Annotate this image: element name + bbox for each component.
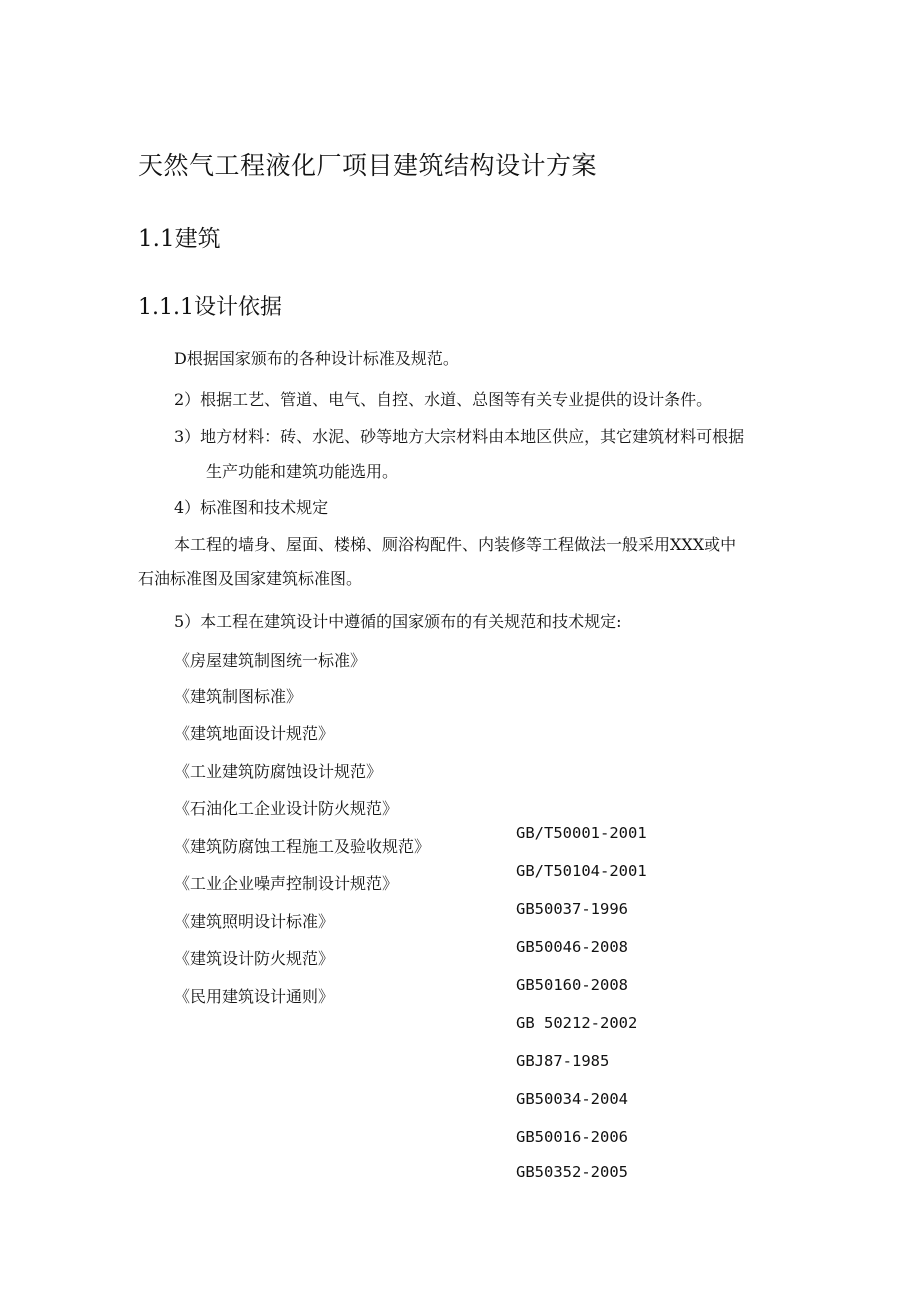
standard-code: GB50352-2005 (516, 1163, 628, 1181)
standard-name: 《石油化工企业设计防火规范》 (174, 799, 399, 818)
standard-code: GB50046-2008 (516, 938, 628, 956)
standard-name: 《民用建筑设计通则》 (174, 987, 335, 1006)
standard-code: GB50016-2006 (516, 1128, 628, 1146)
standard-code: GB/T50104-2001 (516, 862, 647, 880)
paragraph-1: D根据国家颁布的各种设计标准及规范。 (174, 349, 459, 368)
standard-code: GB50160-2008 (516, 976, 628, 994)
paragraph-2: 2）根据工艺、管道、电气、自控、水道、总图等有关专业提供的设计条件。 (174, 390, 713, 409)
clipped-code-line (510, 1162, 650, 1181)
paragraph-5-line-2: 石油标准图及国家建筑标准图。 (138, 569, 363, 588)
section-heading: 1.1建筑 (138, 226, 221, 252)
standard-code: GB50037-1996 (516, 900, 628, 918)
standard-name: 《工业企业噪声控制设计规范》 (174, 874, 399, 893)
standard-code: GB 50212-2002 (516, 1014, 638, 1032)
subsection-heading: 1.1.1设计依据 (138, 295, 282, 320)
paragraph-4: 4）标准图和技术规定 (174, 498, 329, 517)
standard-name: 《建筑照明设计标准》 (174, 912, 335, 931)
standard-code: GB/T50001-2001 (516, 824, 647, 842)
standard-name: 《房屋建筑制图统一标准》 (174, 651, 367, 670)
paragraph-3-line-2: 生产功能和建筑功能选用。 (206, 462, 399, 481)
standard-code: GB50034-2004 (516, 1090, 628, 1108)
standard-name: 《建筑设计防火规范》 (174, 949, 335, 968)
standard-name: 《建筑地面设计规范》 (174, 724, 335, 743)
paragraph-3-line-1: 3）地方材料：砖、水泥、砂等地方大宗材料由本地区供应，其它建筑材料可根据 (174, 427, 745, 446)
standard-name: 《建筑制图标准》 (174, 687, 303, 706)
standard-name: 《工业建筑防腐蚀设计规范》 (174, 762, 383, 781)
paragraph-5-line-1: 本工程的墙身、屋面、楼梯、厕浴构配件、内装修等工程做法一般采用XXX或中 (174, 535, 737, 554)
standard-code: GBJ87-1985 (516, 1052, 610, 1070)
document-title: 天然气工程液化厂项目建筑结构设计方案 (138, 151, 598, 180)
standard-name: 《建筑防腐蚀工程施工及验收规范》 (174, 837, 431, 856)
paragraph-6: 5）本工程在建筑设计中遵循的国家颁布的有关规范和技术规定: (174, 612, 622, 631)
